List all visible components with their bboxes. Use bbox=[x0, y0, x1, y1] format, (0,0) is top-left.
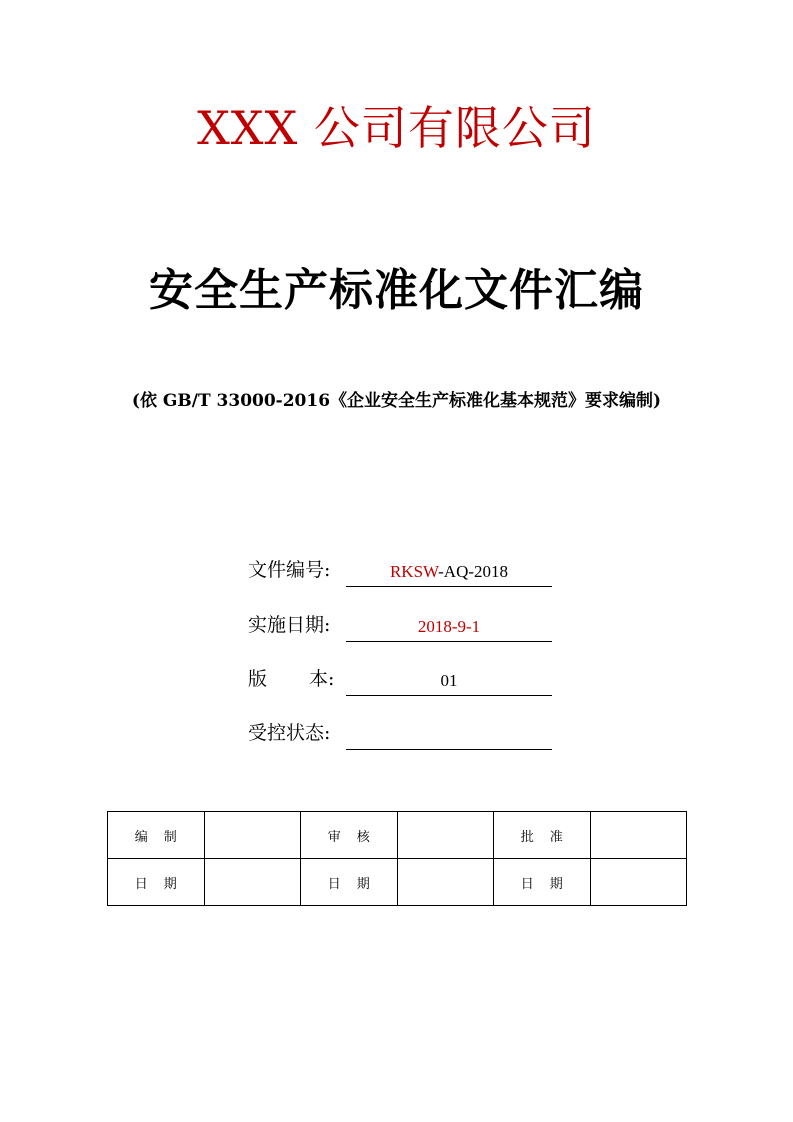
doc-number-label: 文件编号: bbox=[248, 559, 331, 581]
version-label bbox=[248, 666, 334, 692]
approved-by-cell bbox=[590, 812, 687, 859]
reviewed-date-label: 日期 bbox=[301, 859, 398, 906]
version-value: 01 bbox=[346, 667, 552, 696]
reviewed-by-cell bbox=[397, 812, 494, 859]
doc-number-prefix: RKSW bbox=[389, 562, 439, 581]
table-row bbox=[108, 812, 687, 859]
approved-date-label: 日期 bbox=[494, 859, 591, 906]
effective-date-row bbox=[248, 602, 558, 642]
prepared-date-label: 日期 bbox=[108, 859, 205, 906]
company-name: XXX 公司有限公司 bbox=[197, 101, 596, 155]
document-title: 安全生产标准化文件汇编 bbox=[149, 265, 644, 316]
prepared-date-cell bbox=[204, 859, 301, 906]
prepared-by-cell bbox=[204, 812, 301, 859]
version-label-b: 本: bbox=[309, 668, 335, 690]
version-row bbox=[248, 656, 558, 696]
control-status-row bbox=[248, 710, 558, 750]
doc-number-suffix: -AQ-2018 bbox=[438, 562, 509, 581]
approved-date-cell bbox=[590, 859, 687, 906]
doc-number-value bbox=[346, 558, 552, 587]
document-subtitle: (依 GB/T 33000-2016《企业安全生产标准化基本规范》要求编制) bbox=[131, 391, 662, 411]
control-status-label: 受控状态: bbox=[248, 722, 331, 744]
effective-date-label: 实施日期: bbox=[248, 614, 331, 636]
reviewed-date-cell bbox=[397, 859, 494, 906]
table-row bbox=[108, 859, 687, 906]
reviewed-by-label: 审核 bbox=[301, 812, 398, 859]
doc-number-row bbox=[248, 547, 558, 587]
approved-by-label: 批准 bbox=[494, 812, 591, 859]
effective-date-value: 2018-9-1 bbox=[346, 613, 552, 642]
signature-table bbox=[107, 811, 687, 906]
prepared-by-label: 编制 bbox=[108, 812, 205, 859]
version-label-a: 版 bbox=[248, 668, 268, 690]
control-status-value bbox=[346, 721, 552, 750]
